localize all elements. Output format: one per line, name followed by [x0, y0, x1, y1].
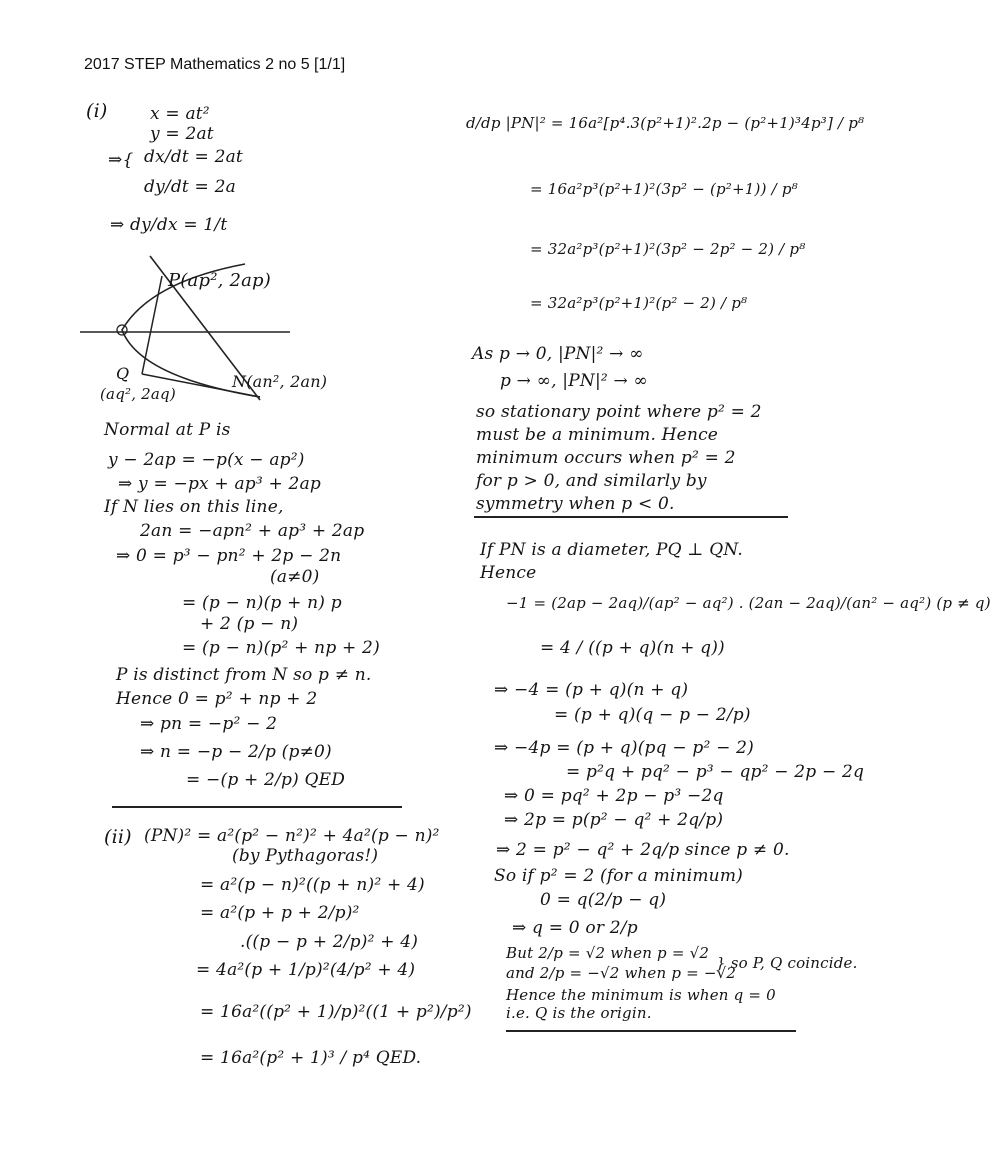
point-q-label: Q: [116, 364, 130, 383]
line-n-solution: ⇒ n = −p − 2/p (p≠0): [140, 742, 332, 762]
line-normal-heading: Normal at P is: [104, 420, 231, 440]
diameter-line-14: ⇒ q = 0 or 2/p: [512, 918, 638, 938]
section-divider-left: [112, 806, 402, 808]
diameter-line-13: 0 = q(2/p − q): [540, 890, 667, 910]
point-q-coords: (aq², 2aq): [100, 385, 176, 403]
diameter-line-9: ⇒ 0 = pq² + 2p − p³ −2q: [504, 786, 724, 806]
page-header: 2017 STEP Mathematics 2 no 5 [1/1]: [84, 56, 346, 73]
line-rearrange: ⇒ 0 = p³ − pn² + 2p − 2n: [116, 546, 342, 566]
diameter-line-17: } so P, Q coincide.: [716, 954, 858, 972]
limit-p-infinity: p → ∞, |PN|² → ∞: [500, 371, 648, 391]
line-factor-3: = (p − n)(p² + np + 2): [182, 638, 380, 658]
pythagoras-note: (by Pythagoras!): [232, 846, 379, 866]
derivative-line-4: = 32a²p³(p²+1)²(p² − 2) / p⁸: [530, 294, 748, 312]
diameter-line-1: If PN is a diameter, PQ ⊥ QN.: [480, 540, 743, 560]
derivative-line-1: d/dp |PN|² = 16a²[p⁴.3(p²+1)².2p − (p²+1)³4p³] / p⁸: [466, 114, 865, 132]
pn-step-1: = a²(p − n)²((p + n)² + 4): [200, 875, 425, 895]
line-substitute: 2an = −apn² + ap³ + 2ap: [140, 521, 365, 541]
pn-step-3: .((p − p + 2/p)² + 4): [240, 932, 419, 952]
part-ii-label: (ii): [104, 826, 132, 848]
diameter-line-6: = (p + q)(q − p − 2/p): [554, 705, 751, 725]
derivative-dy-dx: ⇒ dy/dx = 1/t: [110, 215, 228, 235]
line-hence: Hence 0 = p² + np + 2: [116, 689, 318, 709]
derivative-line-3: = 32a²p³(p²+1)²(3p² − 2p² − 2) / p⁸: [530, 240, 806, 258]
stationary-line-4: for p > 0, and similarly by: [476, 471, 707, 491]
diameter-line-16: and 2/p = −√2 when p = −√2: [506, 964, 737, 982]
line-qed-1: = −(p + 2/p) QED: [186, 770, 346, 790]
diameter-line-5: ⇒ −4 = (p + q)(n + q): [494, 680, 689, 700]
pn-step-4: = 4a²(p + 1/p)²(4/p² + 4): [196, 960, 416, 980]
diameter-line-4: = 4 / ((p + q)(n + q)): [540, 638, 725, 658]
line-factor-2: + 2 (p − n): [200, 614, 299, 634]
pn-squared-eq: (PN)² = a²(p² − n²)² + 4a²(p − n)²: [144, 826, 440, 846]
stationary-line-3: minimum occurs when p² = 2: [476, 448, 736, 468]
diameter-line-2: Hence: [480, 563, 537, 583]
derivative-dx-dt: dx/dt = 2at: [144, 147, 243, 167]
point-p-label: P(ap², 2ap): [168, 270, 271, 291]
diameter-line-18: Hence the minimum is when q = 0: [506, 986, 776, 1004]
implies-brace: ⇒{: [108, 150, 134, 170]
stationary-line-1: so stationary point where p² = 2: [476, 402, 762, 422]
diameter-line-11: ⇒ 2 = p² − q² + 2q/p since p ≠ 0.: [496, 840, 790, 860]
part-i-label: (i): [86, 100, 108, 122]
diameter-line-7: ⇒ −4p = (p + q)(pq − p² − 2): [494, 738, 754, 758]
stationary-line-5: symmetry when p < 0.: [476, 494, 675, 514]
line-factor-1: = (p − n)(p + n) p: [182, 593, 342, 613]
line-if-n: If N lies on this line,: [104, 497, 284, 517]
line-normal-simplified: ⇒ y = −px + ap³ + 2ap: [118, 474, 321, 494]
diameter-line-12: So if p² = 2 (for a minimum): [494, 866, 743, 886]
equation-x: x = at²: [150, 104, 210, 124]
section-divider-right: [474, 516, 788, 518]
pn-result: = 16a²(p² + 1)³ / p⁴ QED.: [200, 1048, 422, 1068]
diameter-line-15: But 2/p = √2 when p = √2: [506, 944, 710, 962]
chord-pq: [142, 276, 162, 374]
line-pn: ⇒ pn = −p² − 2: [140, 714, 278, 734]
pn-step-5: = 16a²((p² + 1)/p)²((1 + p²)/p²): [200, 1002, 472, 1022]
stationary-line-2: must be a minimum. Hence: [476, 425, 719, 445]
line-normal-eq: y − 2ap = −p(x − ap²): [108, 450, 305, 470]
derivative-dy-dt: dy/dt = 2a: [144, 177, 236, 197]
line-distinct: P is distinct from N so p ≠ n.: [116, 665, 372, 685]
limit-p-zero: As p → 0, |PN|² → ∞: [472, 344, 644, 364]
diameter-line-19: i.e. Q is the origin.: [506, 1004, 652, 1022]
point-n-label: N(an², 2an): [232, 372, 328, 391]
equation-y: y = 2at: [150, 124, 214, 144]
derivative-line-2: = 16a²p³(p²+1)²(3p² − (p²+1)) / p⁸: [530, 180, 798, 198]
diameter-line-10: ⇒ 2p = p(p² − q² + 2q/p): [504, 810, 724, 830]
pn-step-2: = a²(p + p + 2/p)²: [200, 903, 360, 923]
line-a-nonzero: (a≠0): [270, 567, 320, 587]
section-divider-bottom: [506, 1030, 796, 1032]
diameter-line-8: = p²q + pq² − p³ − qp² − 2p − 2q: [566, 762, 865, 782]
diameter-line-3: −1 = (2ap − 2aq)/(ap² − aq²) . (2an − 2aq)/(an² − aq²) (p ≠ q): [506, 594, 991, 612]
